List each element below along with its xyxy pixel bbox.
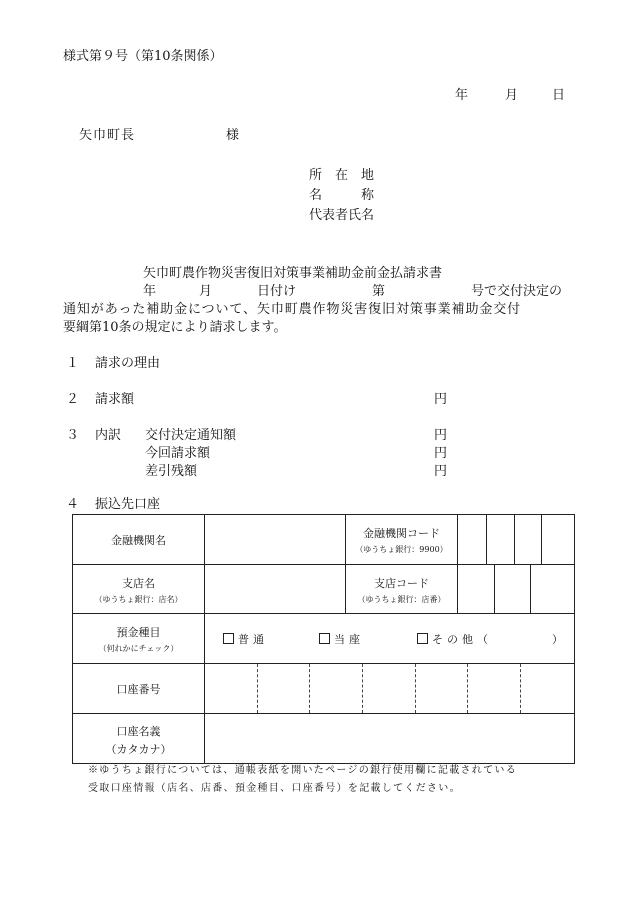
bank-code-label-cell: [346, 515, 458, 565]
account-digit-divider: [309, 664, 310, 713]
account-digit-divider: [257, 664, 258, 713]
body-date: 日付け: [257, 284, 297, 299]
account-number-label: 口座番号: [116, 683, 161, 696]
option-ordinary-label: 普通: [238, 633, 268, 646]
bank-account-table: [72, 514, 575, 764]
bank-code-label: 金融機関コード: [363, 527, 440, 540]
applicant-address-label: 所 在 地: [309, 168, 375, 183]
date-day-label: 日: [552, 88, 566, 103]
document-title: 矢巾町農作物災害復旧対策事業補助金前金払請求書: [143, 266, 443, 281]
branch-note: （ゆうちょ銀行：店名）: [94, 595, 183, 604]
item-4-label: 振込先口座: [95, 497, 161, 512]
bank-code-input[interactable]: [458, 515, 575, 565]
form-number: 様式第９号（第10条関係）: [63, 49, 223, 64]
breakdown-1-unit: 円: [434, 428, 448, 443]
applicant-name-label: 名 称: [309, 188, 375, 203]
addressee-name: 矢巾町長: [79, 128, 136, 143]
option-other-label: その他（ ）: [432, 633, 567, 646]
account-holder-input[interactable]: [205, 714, 575, 764]
bank-code-divider: [541, 515, 542, 564]
deposit-type-label: 預金種目: [116, 626, 161, 639]
branch-code-input[interactable]: [458, 565, 575, 614]
body-year: 年: [143, 284, 157, 299]
item-3-label: 内訳: [95, 428, 122, 443]
deposit-type-note: （何れかにチェック）: [98, 644, 179, 653]
account-number-input[interactable]: [205, 664, 575, 714]
branch-name-input[interactable]: [205, 565, 346, 614]
branch-code-label-cell: [346, 565, 458, 614]
option-other[interactable]: [417, 631, 567, 647]
account-holder-label: 口座名義: [116, 725, 161, 738]
breakdown-1-label: 交付決定通知額: [145, 428, 237, 443]
branch-label-cell: [73, 565, 205, 614]
item-2-unit: 円: [434, 392, 448, 407]
option-current-label: 当座: [334, 633, 364, 646]
bank-name-label: 金融機関名: [111, 534, 166, 547]
footnote-line-1: ※ゆうちょ銀行については、通帳表紙を開いたページの銀行使用欄に記載されている: [88, 765, 517, 776]
body-line2: 通知があった補助金について、矢巾町農作物災害復旧対策事業補助金交付: [63, 302, 522, 317]
breakdown-3-label: 差引残額: [145, 464, 198, 479]
checkbox-icon[interactable]: [223, 633, 234, 644]
branch-code-divider: [530, 565, 531, 613]
account-holder-label-cell: [73, 714, 205, 764]
account-digit-divider: [520, 664, 521, 713]
item-2-label: 請求額: [95, 392, 135, 407]
addressee-honorific: 様: [226, 128, 240, 143]
bank-code-divider: [514, 515, 515, 564]
item-3-number: ３: [66, 428, 80, 443]
bank-name-input[interactable]: [205, 515, 346, 565]
breakdown-2-label: 今回請求額: [145, 446, 211, 461]
deposit-type-label-cell: [73, 614, 205, 664]
bank-name-label-cell: [73, 515, 205, 565]
account-holder-note: （カタカナ）: [105, 743, 172, 756]
account-digit-divider: [467, 664, 468, 713]
item-2-number: ２: [66, 392, 80, 407]
item-1-label: 請求の理由: [95, 356, 161, 371]
option-ordinary[interactable]: [223, 631, 268, 647]
body-no: 第: [372, 284, 386, 299]
bank-code-note: （ゆうちょ銀行：9900）: [355, 545, 448, 554]
date-month-label: 月: [505, 88, 519, 103]
body-line3: 要綱第10条の規定により請求します。: [63, 320, 287, 335]
branch-code-label: 支店コード: [374, 577, 429, 590]
bank-code-divider: [486, 515, 487, 564]
applicant-rep-label: 代表者氏名: [309, 208, 375, 223]
branch-label: 支店名: [122, 577, 155, 590]
account-digit-divider: [362, 664, 363, 713]
body-line1-tail: 号で交付決定の: [471, 284, 563, 299]
branch-code-note: （ゆうちょ銀行：店番）: [357, 595, 446, 604]
account-digit-divider: [415, 664, 416, 713]
account-number-label-cell: [73, 664, 205, 714]
breakdown-2-unit: 円: [434, 446, 448, 461]
footnote-line-2: 受取口座情報（店名、店番、預金種目、口座番号）を記載してください。: [88, 783, 461, 794]
date-year-label: 年: [455, 88, 469, 103]
breakdown-3-unit: 円: [434, 464, 448, 479]
deposit-type-options: [205, 614, 575, 664]
item-4-number: ４: [66, 497, 80, 512]
option-current[interactable]: [319, 631, 364, 647]
item-1-number: １: [66, 356, 80, 371]
branch-code-divider: [494, 565, 495, 613]
body-month: 月: [199, 284, 213, 299]
checkbox-icon[interactable]: [417, 633, 428, 644]
checkbox-icon[interactable]: [319, 633, 330, 644]
